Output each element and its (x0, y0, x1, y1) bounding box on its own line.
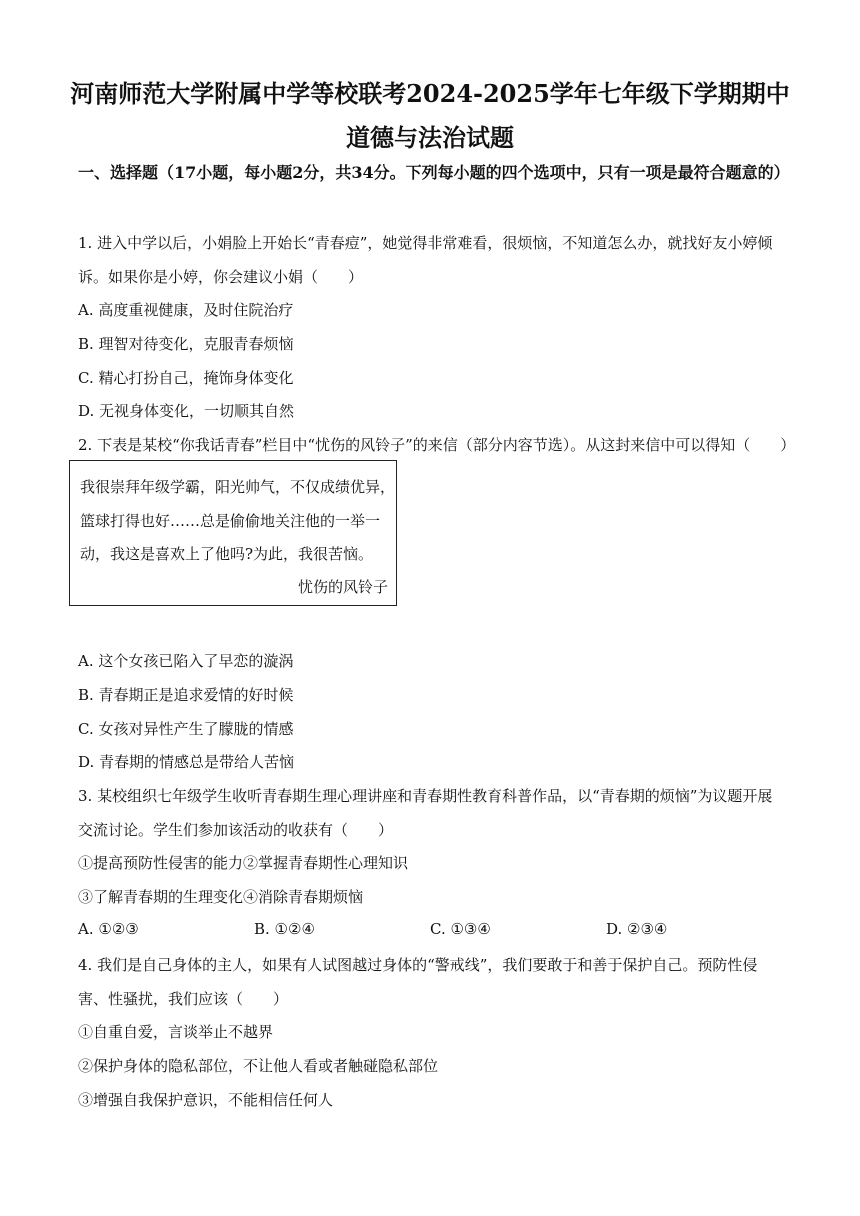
q3-option-d: D. ②③④ (606, 920, 668, 938)
q3-statement-line1: ①提高预防性侵害的能力②掌握青春期性心理知识 (78, 854, 409, 872)
exam-title-line2: 道德与法治试题 (346, 123, 514, 152)
q3-statement-line2: ③了解青春期的生理变化④消除青春期烦恼 (78, 888, 364, 906)
q1-option-c: C. 精心打扮自己，掩饰身体变化 (78, 369, 294, 387)
letter-line1: 我很崇拜年级学霸，阳光帅气，不仅成绩优异， (80, 478, 396, 496)
q2-stem-line1: 2. 下表是某校“你我话青春”栏目中“忧伤的风铃子”的来信（部分内容节选）。从这封来信中可以得知（ ） (78, 436, 796, 454)
q2-option-a: A. 这个女孩已陷入了早恋的漩涡 (78, 652, 294, 670)
q3-stem-line1: 3. 某校组织七年级学生收听青春期生理心理讲座和青春期性教育科普作品，以“青春期的烦恼”为议题开展 (78, 787, 773, 805)
q3-option-a: A. ①②③ (78, 920, 139, 938)
q4-stem-line1: 4. 我们是自己身体的主人，如果有人试图越过身体的“警戒线”，我们要敢于和善于保护自己。预防性侵 (78, 956, 758, 974)
letter-box (69, 460, 397, 606)
exam-title-line1: 河南师范大学附属中学等校联考2024-2025学年七年级下学期期中 (70, 79, 790, 108)
section-heading: 一、选择题（17小题，每小题2分，共34分。下列每小题的四个选项中，只有一项是最符合题意的） (78, 163, 790, 182)
q4-stem-line2: 害、性骚扰，我们应该（ ） (78, 990, 289, 1008)
q1-option-d: D. 无视身体变化，一切顺其自然 (78, 402, 295, 420)
letter-line2: 篮球打得也好……总是偷偷地关注他的一举一 (80, 512, 381, 530)
q4-statement-2: ②保护身体的隐私部位，不让他人看或者触碰隐私部位 (78, 1057, 439, 1075)
q1-stem-line1: 1. 进入中学以后，小娟脸上开始长“青春痘”，她觉得非常难看，很烦恼，不知道怎么办，就找好友小婷倾 (78, 234, 773, 252)
q4-statement-3: ③增强自我保护意识，不能相信任何人 (78, 1091, 334, 1109)
q1-option-b: B. 理智对待变化，克服青春烦恼 (78, 335, 294, 353)
q2-option-b: B. 青春期正是追求爱情的好时候 (78, 686, 294, 704)
q3-option-c: C. ①③④ (430, 920, 491, 938)
q3-stem-line2: 交流讨论。学生们参加该活动的收获有（ ） (78, 821, 394, 839)
q4-statement-1: ①自重自爱，言谈举止不越界 (78, 1023, 274, 1041)
q1-option-a: A. 高度重视健康，及时住院治疗 (78, 301, 294, 319)
letter-line3: 动，我这是喜欢上了他吗?为此，我很苦恼。 (80, 545, 374, 563)
q3-option-b: B. ①②④ (254, 920, 315, 938)
letter-signature: 忧伤的风铃子 (297, 578, 388, 596)
q2-option-d: D. 青春期的情感总是带给人苦恼 (78, 753, 295, 771)
q1-stem-line2: 诉。如果你是小婷，你会建议小娟（ ） (78, 268, 364, 286)
q2-option-c: C. 女孩对异性产生了朦胧的情感 (78, 720, 294, 738)
